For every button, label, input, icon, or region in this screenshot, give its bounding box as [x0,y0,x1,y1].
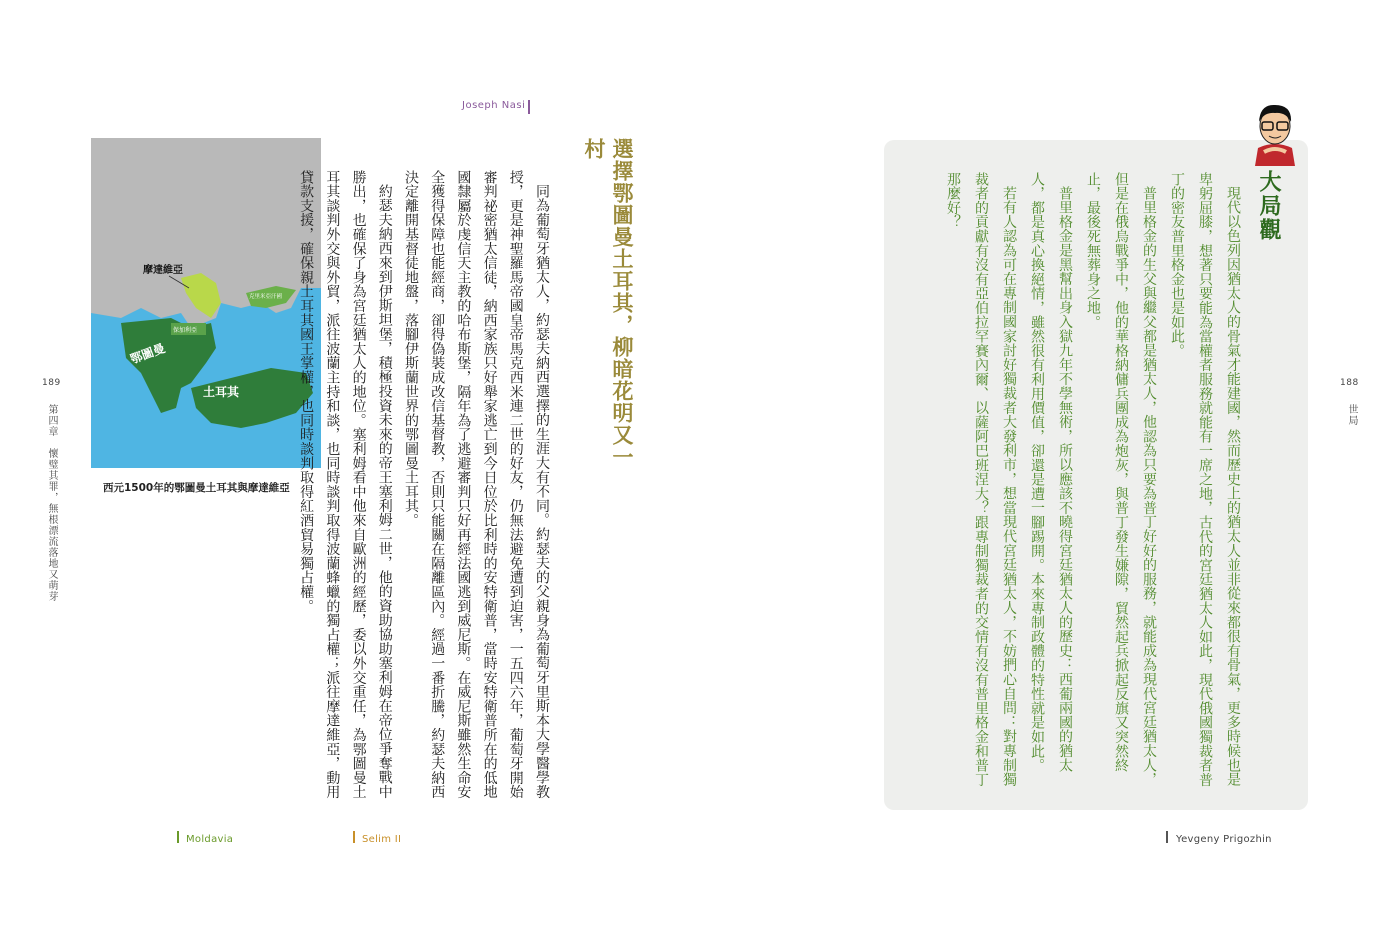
historical-map [91,138,321,468]
map-label-moldavia: 摩達維亞 [143,265,183,276]
footer-bar-selim [353,831,355,843]
sidebar-paragraph-3: 普里格金是黑幫出身入獄九年不學無術，所以應該不曉得宮廷猶太人的歷史：西葡兩國的猶太人，都是真心換絕情，雖然很有利用價值，卻還是遭一腳踢開。本來專制政體的特性就是如此。 [1029,172,1073,773]
header-name: Joseph Nasi [462,100,526,111]
paragraph-2: 約瑟夫納西來到伊斯坦堡，積極投資未來的帝王塞利姆二世，他的資助協助塞利姆在帝位爭奪戰中勝出，也確保了身為宮廷猶太人的地位。塞利姆看中他來自歐洲的經歷，委以外交重任，為鄂圖曼土耳其談判外交與外貿，派往波蘭主持和談，也同時談判取得波蘭蜂蠟的獨占權；派往摩達維亞，動用貸款支援，確保親土耳其國王掌權，也同時談判取得紅酒貿易獨占權。 [298,170,393,800]
sidebar-title: 大局觀 [1256,170,1281,242]
map-label-ottoman: 鄂圖曼 [128,341,167,367]
footer-moldavia: Moldavia [186,834,234,845]
paragraph-1: 同為葡萄牙猶太人，約瑟夫納西選擇的生涯大有不同。約瑟夫的父親身為葡萄牙里斯本大學醫學教授，更是神聖羅馬帝國皇帝馬克西米連二世的好友，仍無法避免遭到迫害，一五四六年，葡萄牙開始審判祕密猶太信徒，納西家族只好舉家逃亡到今日位於比利時的安特衛普，當時安特衛普所在的低地國隸屬於虔信天主教的哈布斯堡，隔年為了逃避審判只好再經法國逃到威尼斯。在威尼斯雖然生命安全獲得保障也能經商，卻得偽裝成改信基督教，否則只能關在隔離區內。經過一番折騰，約瑟夫納西決定離開基督徒地盤，落腳伊斯蘭世界的鄂圖曼土耳其。 [402,170,550,800]
footer-selim: Selim II [362,834,402,845]
sidebar-paragraph-2: 普里格金的生父與繼父都是猶太人，他認為只要為普丁好好的服務，就能成為現代宮廷猶太人，但是在俄烏戰爭中，他的華格納傭兵團成為炮灰，與普丁發生嫌隙，貿然起兵掀起反旗又突然終止，最後死無葬身之地。 [1085,172,1157,787]
footer-bar-prigozhin [1166,831,1168,843]
sidebar-paragraph-4: 若有人認為可在專制國家討好獨裁者大發利市，想當現代宮廷猶太人，不妨捫心自問：對專制獨裁者的貢獻有沒有亞伯拉罕賽內爾、以薩阿巴班涅大？跟專制獨裁者的交情有沒有普里格金和普丁那麼好？ [945,172,1017,787]
running-head-left: 第四章 懷璧其罪，無根漂流落地又萌芽 [46,404,57,602]
map-label-bulgaria: 保加利亞 [173,327,198,334]
map-caption: 西元1500年的鄂圖曼土耳其與摩達維亞 [103,482,290,494]
body-text-upper [298,170,555,810]
footer-bar-moldavia [177,831,179,843]
sidebar-text [912,172,1247,792]
section-title: 選擇鄂圖曼土耳其，柳暗花明又一村 [582,138,634,468]
header-bar [528,100,530,114]
running-head-right: 世局 [1346,404,1357,426]
footer-prigozhin: Yevgeny Prigozhin [1176,834,1272,845]
page-number-right: 188 [1340,378,1359,388]
map-label-crimea: 克里米亞汗國 [249,294,283,300]
author-avatar-icon [1250,100,1300,166]
page-number-left: 189 [42,378,61,388]
sidebar-paragraph-1: 現代以色列因猶太人的骨氣才能建國，然而歷史上的猶太人並非從來都很有骨氣，更多時候也是卑躬屈膝，想著只要能為當權者服務就能有一席之地，古代的宮廷猶太人如此，現代俄國獨裁者普丁的密友普里格金也是如此。 [1169,172,1241,787]
map-label-turkey: 土耳其 [203,385,240,399]
